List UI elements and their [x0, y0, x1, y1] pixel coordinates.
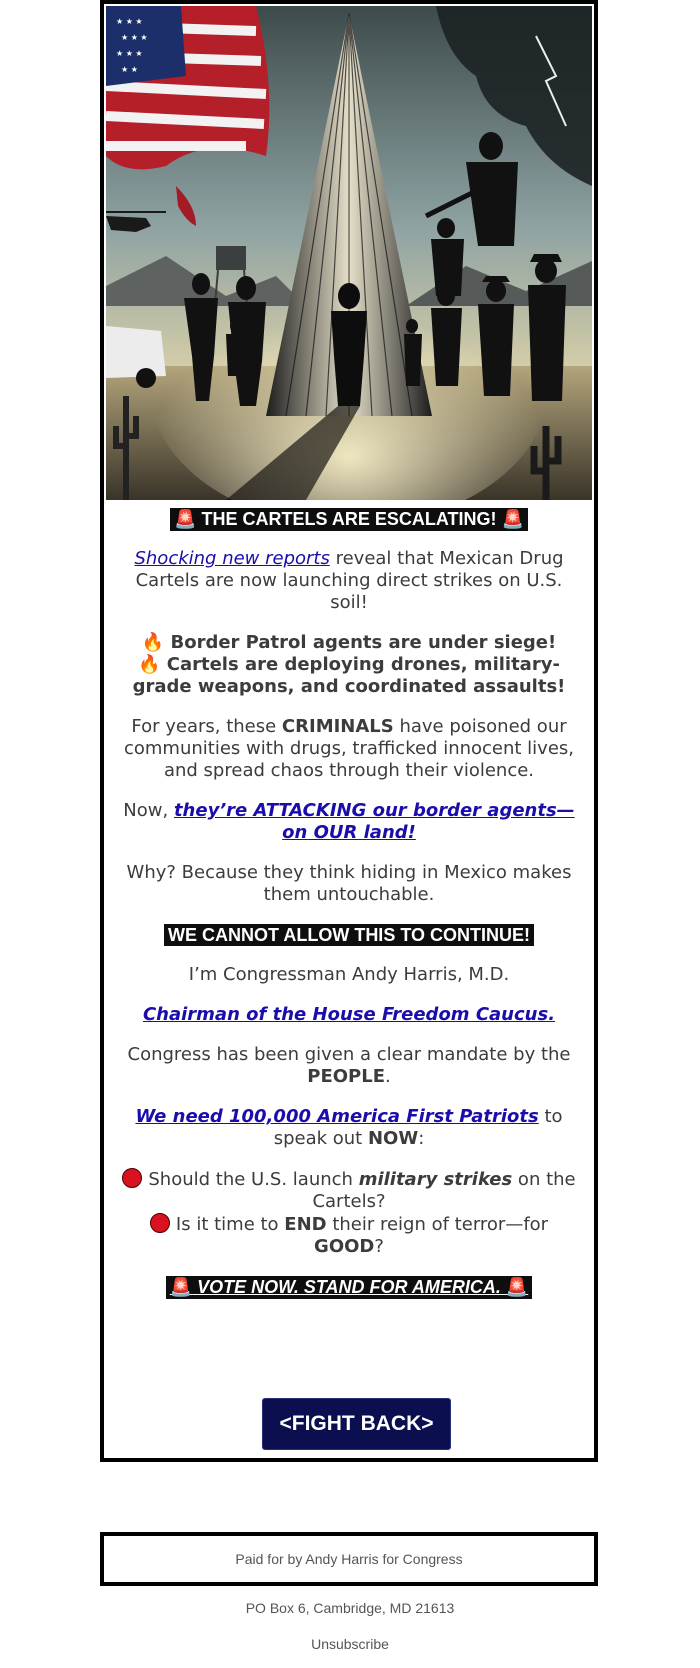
vote-line — [114, 1276, 584, 1298]
people-strong: PEOPLE — [307, 1066, 385, 1087]
svg-text:★ ★ ★: ★ ★ ★ — [121, 33, 148, 42]
need-post: : — [418, 1128, 425, 1149]
vote-text: VOTE NOW. STAND FOR AMERICA. — [197, 1277, 501, 1297]
alert-text: Border Patrol agents are under siege! — [170, 632, 557, 653]
svg-text:★ ★ ★: ★ ★ ★ — [116, 17, 143, 26]
attacking-link[interactable]: they’re ATTACKING our border agents—on OUR land! — [173, 800, 575, 843]
fire-icon: 🔥 — [138, 654, 161, 675]
paid-for-text: Paid for by Andy Harris for Congress — [235, 1551, 463, 1567]
svg-text:★ ★ ★: ★ ★ ★ — [116, 49, 143, 58]
email-card — [100, 0, 598, 1462]
alert-text: Cartels are deploying drones, military-grade weapons, and coordinated assaults! — [132, 654, 566, 697]
siren-icon: 🚨 — [501, 509, 524, 530]
cannot-banner: WE CANNOT ALLOW THIS TO CONTINUE! — [164, 924, 534, 946]
mailing-address: PO Box 6, Cambridge, MD 21613 — [245, 1600, 455, 1616]
question-post2: ? — [374, 1236, 384, 1257]
svg-text:★ ★: ★ ★ — [121, 65, 138, 74]
years-paragraph — [114, 716, 584, 782]
cannot-line — [114, 924, 584, 946]
question-post: their reign of terror—for — [326, 1214, 549, 1235]
mandate-paragraph — [114, 1044, 584, 1088]
headline — [114, 508, 584, 530]
intro-text: reveal that Mexican Drug Cartels are now launching direct strikes on U.S. soil! — [135, 548, 564, 613]
good-strong: GOOD — [314, 1236, 375, 1257]
now-paragraph — [114, 800, 584, 844]
years-post: have poisoned our communities with drugs, trafficked innocent lives, and spread chaos through their violence. — [123, 716, 575, 781]
paid-for-box — [100, 1532, 598, 1586]
headline-text: THE CARTELS ARE ESCALATING! — [201, 509, 497, 529]
siren-icon: 🚨 — [169, 1277, 193, 1298]
red-circle-icon — [150, 1213, 170, 1233]
unsubscribe-link[interactable]: Unsubscribe — [311, 1636, 389, 1652]
question-pre: Should the U.S. launch — [148, 1169, 359, 1190]
criminals-strong: CRIMINALS — [281, 716, 394, 737]
years-pre: For years, these — [131, 716, 282, 737]
intro-name: I’m Congressman Andy Harris, M.D. — [188, 964, 510, 985]
fire-icon: 🔥 — [141, 632, 165, 653]
patriots-link[interactable]: We need 100,000 America First Patriots — [135, 1106, 539, 1127]
end-strong: END — [284, 1214, 327, 1235]
chairman-line — [114, 1004, 584, 1026]
email-body — [114, 508, 584, 1298]
chairman-link[interactable]: Chairman of the House Freedom Caucus. — [142, 1004, 556, 1025]
now-strong: NOW — [367, 1128, 419, 1149]
now-pre: Now, — [123, 800, 174, 821]
intro-paragraph — [114, 548, 584, 614]
siren-icon: 🚨 — [505, 1277, 529, 1298]
military-strikes-strong: military strikes — [358, 1169, 513, 1190]
fight-back-button[interactable]: <FIGHT BACK> — [262, 1398, 451, 1450]
alerts-block — [114, 632, 584, 698]
need-mid: to speak out — [273, 1106, 563, 1149]
headline-banner — [170, 508, 528, 531]
question-pre: Is it time to — [175, 1214, 285, 1235]
shocking-reports-link[interactable]: Shocking new reports — [134, 548, 330, 569]
red-circle-icon — [122, 1168, 142, 1188]
siren-icon: 🚨 — [174, 509, 197, 530]
question-post: on the Cartels? — [312, 1169, 576, 1212]
questions-block — [114, 1168, 584, 1258]
mandate-post: . — [385, 1066, 391, 1087]
why-paragraph: Why? Because they think hiding in Mexico makes them untouchable. — [126, 862, 572, 905]
vote-banner[interactable] — [166, 1276, 533, 1299]
need-paragraph — [114, 1106, 584, 1150]
mandate-pre: Congress has been given a clear mandate by the — [127, 1044, 571, 1065]
hero-image — [106, 6, 592, 500]
